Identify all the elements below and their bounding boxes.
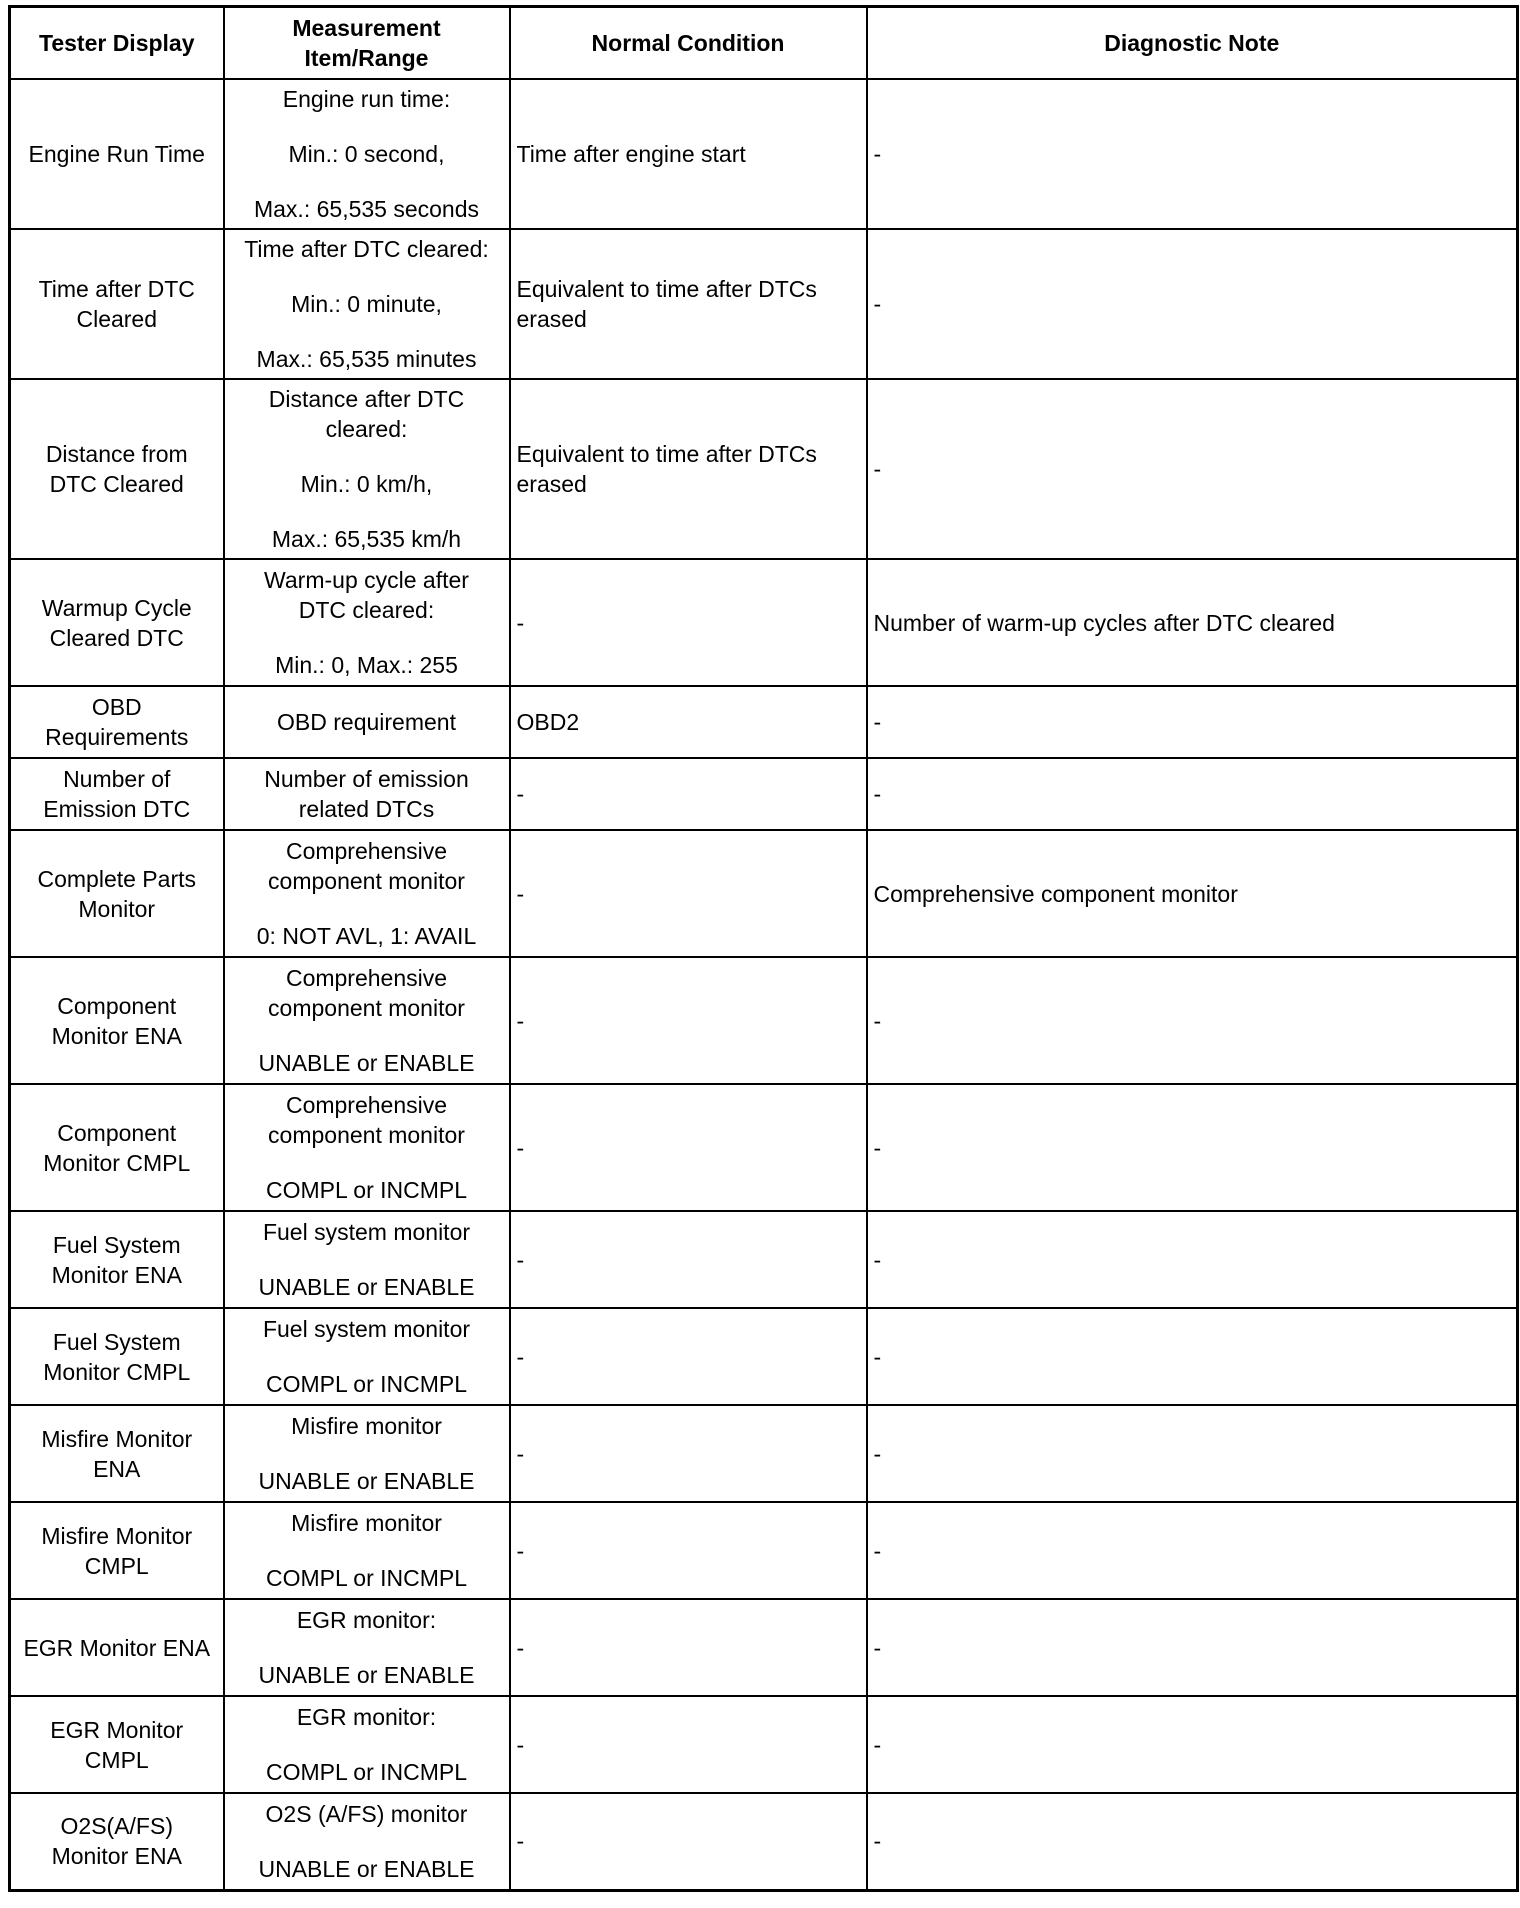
- cell-tester-display: EGR Monitor ENA: [10, 1599, 224, 1696]
- cell-normal-condition: -: [510, 1084, 867, 1211]
- cell-normal-condition: -: [510, 1502, 867, 1599]
- cell-measurement-range: Fuel system monitor COMPL or INCMPL: [224, 1308, 510, 1405]
- cell-normal-condition: -: [510, 758, 867, 830]
- cell-diagnostic-note: -: [867, 229, 1518, 379]
- table-row: [10, 559, 1518, 686]
- cell-diagnostic-note: -: [867, 1211, 1518, 1308]
- cell-normal-condition: -: [510, 957, 867, 1084]
- cell-measurement-range: Comprehensive component monitor UNABLE or ENABLE: [224, 957, 510, 1084]
- cell-diagnostic-note: Comprehensive component monitor: [867, 830, 1518, 957]
- cell-diagnostic-note: -: [867, 686, 1518, 758]
- cell-measurement-range: Misfire monitor COMPL or INCMPL: [224, 1502, 510, 1599]
- cell-measurement-range: OBD requirement: [224, 686, 510, 758]
- table-body: [10, 79, 1518, 1890]
- cell-diagnostic-note: -: [867, 1696, 1518, 1793]
- cell-tester-display: Fuel System Monitor CMPL: [10, 1308, 224, 1405]
- cell-tester-display: Time after DTC Cleared: [10, 229, 224, 379]
- cell-tester-display: Misfire Monitor CMPL: [10, 1502, 224, 1599]
- cell-measurement-range: Number of emission related DTCs: [224, 758, 510, 830]
- cell-measurement-range: Engine run time: Min.: 0 second, Max.: 65,535 seconds: [224, 79, 510, 229]
- header-row: [10, 7, 1518, 80]
- header-measurement-range: Measurement Item/Range: [224, 7, 510, 80]
- cell-normal-condition: -: [510, 1211, 867, 1308]
- table-row: [10, 1793, 1518, 1890]
- cell-diagnostic-note: Number of warm-up cycles after DTC cleared: [867, 559, 1518, 686]
- cell-diagnostic-note: -: [867, 1793, 1518, 1890]
- cell-diagnostic-note: -: [867, 1405, 1518, 1502]
- table-row: [10, 1211, 1518, 1308]
- cell-diagnostic-note: -: [867, 379, 1518, 559]
- cell-diagnostic-note: -: [867, 1599, 1518, 1696]
- cell-tester-display: Component Monitor CMPL: [10, 1084, 224, 1211]
- cell-measurement-range: Fuel system monitor UNABLE or ENABLE: [224, 1211, 510, 1308]
- cell-tester-display: Warmup Cycle Cleared DTC: [10, 559, 224, 686]
- table-row: [10, 1084, 1518, 1211]
- cell-tester-display: Distance from DTC Cleared: [10, 379, 224, 559]
- cell-diagnostic-note: -: [867, 758, 1518, 830]
- cell-measurement-range: EGR monitor: UNABLE or ENABLE: [224, 1599, 510, 1696]
- cell-normal-condition: OBD2: [510, 686, 867, 758]
- header-diagnostic-note: Diagnostic Note: [867, 7, 1518, 80]
- header-tester-display: Tester Display: [10, 7, 224, 80]
- cell-normal-condition: -: [510, 1405, 867, 1502]
- cell-measurement-range: Comprehensive component monitor 0: NOT AVL, 1: AVAIL: [224, 830, 510, 957]
- header-normal-condition: Normal Condition: [510, 7, 867, 80]
- cell-tester-display: Fuel System Monitor ENA: [10, 1211, 224, 1308]
- table-row: [10, 1599, 1518, 1696]
- cell-measurement-range: Time after DTC cleared: Min.: 0 minute, Max.: 65,535 minutes: [224, 229, 510, 379]
- cell-normal-condition: Equivalent to time after DTCs erased: [510, 229, 867, 379]
- cell-tester-display: Misfire Monitor ENA: [10, 1405, 224, 1502]
- cell-normal-condition: -: [510, 1696, 867, 1793]
- table-row: [10, 1308, 1518, 1405]
- cell-diagnostic-note: -: [867, 1084, 1518, 1211]
- cell-measurement-range: O2S (A/FS) monitor UNABLE or ENABLE: [224, 1793, 510, 1890]
- table-row: [10, 1696, 1518, 1793]
- cell-diagnostic-note: -: [867, 79, 1518, 229]
- cell-normal-condition: -: [510, 1308, 867, 1405]
- cell-diagnostic-note: -: [867, 1502, 1518, 1599]
- table-row: [10, 686, 1518, 758]
- cell-normal-condition: -: [510, 1793, 867, 1890]
- cell-measurement-range: Comprehensive component monitor COMPL or INCMPL: [224, 1084, 510, 1211]
- cell-tester-display: EGR Monitor CMPL: [10, 1696, 224, 1793]
- table-row: [10, 1405, 1518, 1502]
- cell-normal-condition: Equivalent to time after DTCs erased: [510, 379, 867, 559]
- tester-data-table: [8, 5, 1519, 1892]
- cell-tester-display: Number of Emission DTC: [10, 758, 224, 830]
- cell-tester-display: Complete Parts Monitor: [10, 830, 224, 957]
- cell-diagnostic-note: -: [867, 957, 1518, 1084]
- cell-tester-display: OBD Requirements: [10, 686, 224, 758]
- cell-normal-condition: -: [510, 1599, 867, 1696]
- table-row: [10, 79, 1518, 229]
- table-row: [10, 1502, 1518, 1599]
- cell-measurement-range: EGR monitor: COMPL or INCMPL: [224, 1696, 510, 1793]
- table-row: [10, 758, 1518, 830]
- cell-measurement-range: Misfire monitor UNABLE or ENABLE: [224, 1405, 510, 1502]
- cell-measurement-range: Warm-up cycle after DTC cleared: Min.: 0, Max.: 255: [224, 559, 510, 686]
- table-row: [10, 229, 1518, 379]
- cell-measurement-range: Distance after DTC cleared: Min.: 0 km/h, Max.: 65,535 km/h: [224, 379, 510, 559]
- table-row: [10, 957, 1518, 1084]
- cell-tester-display: O2S(A/FS) Monitor ENA: [10, 1793, 224, 1890]
- cell-normal-condition: Time after engine start: [510, 79, 867, 229]
- table-row: [10, 379, 1518, 559]
- cell-normal-condition: -: [510, 559, 867, 686]
- cell-tester-display: Engine Run Time: [10, 79, 224, 229]
- cell-tester-display: Component Monitor ENA: [10, 957, 224, 1084]
- data-list-sheet: [8, 5, 1516, 1892]
- cell-normal-condition: -: [510, 830, 867, 957]
- cell-diagnostic-note: -: [867, 1308, 1518, 1405]
- table-row: [10, 830, 1518, 957]
